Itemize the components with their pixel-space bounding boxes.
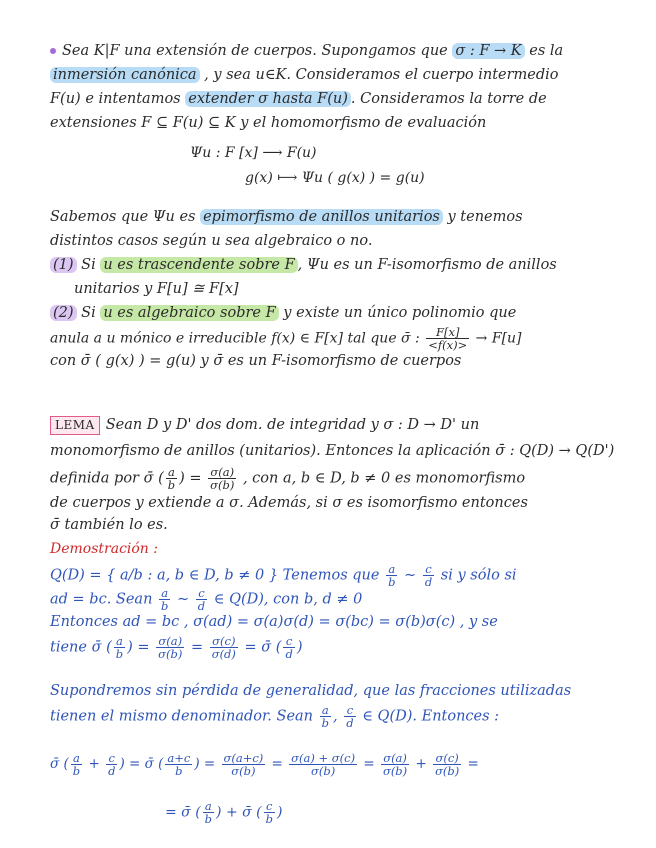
fraction-a-b [320, 704, 331, 729]
fraction-a-b [386, 563, 397, 588]
fraction-denominator: b [161, 599, 169, 613]
fraction-numerator: σ(a) [381, 752, 409, 765]
text: tienen el mismo denominador. Sean [50, 708, 318, 725]
quotient-ring-fraction [426, 326, 469, 351]
demo-sum-line-1 [50, 752, 479, 777]
lema-line-5: σ̄ también lo es. [50, 517, 168, 533]
fraction-sigma-a-b [208, 466, 236, 491]
text: . Consideramos la torre de [350, 91, 547, 107]
text: = [199, 756, 220, 772]
fraction-denominator: b [72, 764, 81, 778]
fraction-a-b [166, 466, 177, 491]
fraction-denominator: d [346, 716, 354, 730]
fraction-numerator: c [106, 752, 117, 765]
fraction-denominator: σ(b) [311, 764, 336, 778]
fraction-numerator: σ(c) [210, 635, 238, 648]
lema-line-1 [50, 414, 479, 436]
fraction-numerator: a [114, 635, 125, 648]
text: ) = [127, 639, 155, 656]
fraction-numerator: c [196, 587, 207, 600]
case-2-line-2 [50, 326, 522, 351]
fraction-c-b [264, 800, 275, 825]
demo-title: Demostración : [50, 541, 158, 557]
demo-line-1 [50, 563, 517, 588]
text: anula a u mónico e irreducible f(x) ∈ F[x] tal que σ̄ : [50, 330, 425, 347]
demo-line-3: Entonces ad = bc , σ(ad) = σ(a)σ(d) = σ(bc) = σ(b)σ(c) , y se [50, 614, 498, 630]
text: ) = [179, 470, 207, 487]
text: , [333, 708, 343, 725]
fraction-denominator: b [204, 812, 213, 826]
fraction-numerator: a+c [167, 751, 191, 765]
text: ) = σ̄ ( [119, 756, 164, 772]
text: ∈ Q(D). Entonces : [357, 708, 500, 725]
text: ) [296, 639, 303, 656]
text: tiene σ̄ ( [50, 639, 112, 656]
fraction-denominator: d [285, 647, 293, 661]
fraction-numerator: σ(c) [433, 752, 461, 765]
fraction-denominator: σ(b) [435, 764, 460, 778]
fraction-c-d [344, 704, 355, 729]
fraction-numerator: σ(a) [208, 466, 236, 479]
cases-line-2: distintos casos según u sea algebraico o no. [50, 233, 373, 249]
fraction-sigma-a-plus-sigma-c-b [289, 752, 357, 777]
fraction-denominator: b [388, 575, 396, 589]
text: es la [524, 43, 564, 59]
fraction-a-plus-c-b [165, 752, 192, 777]
fraction-numerator: a [71, 752, 82, 765]
text: ) [194, 756, 200, 772]
fraction-sigma-a-b [381, 752, 409, 777]
text: Sabemos que Ψu es [50, 209, 201, 225]
intro-line-4: extensiones F ⊆ F(u) ⊆ K y el homomorfismo de evaluación [50, 115, 487, 131]
text: = σ̄ ( [165, 804, 201, 821]
lema-line-2: monomorfismo de anillos (unitarios). Entonces la aplicación σ̄ : Q(D) → Q(D') [50, 443, 615, 459]
fraction-c-d [106, 752, 117, 777]
lema-label: LEMA [50, 416, 100, 435]
demo-para2-line-1: Supondremos sin pérdida de generalidad, que las fracciones utilizadas [50, 683, 572, 699]
text: Si [76, 257, 101, 273]
cases-line-1 [50, 206, 523, 228]
text: ∼ [399, 567, 421, 584]
fraction-denominator: b [265, 812, 273, 826]
text: ) + σ̄ ( [216, 804, 262, 821]
text: si y sólo si [436, 567, 517, 584]
fraction-c-d [283, 635, 294, 660]
case-2-line [50, 302, 516, 324]
text: y tenemos [442, 209, 523, 225]
fraction-a-b [159, 587, 170, 612]
intro-line-2 [50, 64, 559, 86]
fraction-numerator: a [320, 704, 331, 717]
text: = σ̄ ( [239, 639, 282, 656]
text: + [411, 756, 432, 772]
text: Sea K|F una extensión de cuerpos. Supongamos que [62, 43, 453, 59]
fraction-a-b [203, 800, 214, 825]
text: , Ψu es un F-isomorfismo de anillos [297, 257, 557, 273]
text: , y sea u∈K. Consideramos el cuerpo intermedio [199, 67, 559, 83]
fraction-denominator: σ(d) [211, 647, 236, 661]
fraction-sigma-a-plus-c-b [222, 752, 266, 777]
fraction-denominator: b [167, 478, 176, 492]
text: ∼ [172, 591, 194, 608]
fraction-numerator: a [166, 466, 177, 479]
highlight-canonical: inmersión canónica [50, 67, 200, 83]
fraction-sigma-c-d [210, 635, 238, 660]
case-number: (2) [50, 305, 77, 321]
fraction-numerator: c [264, 800, 275, 813]
text: = [267, 756, 288, 772]
fraction-numerator: c [423, 563, 434, 576]
fraction-numerator: c [283, 635, 294, 648]
bullet-dot-icon [50, 48, 56, 54]
fraction-numerator: a [159, 587, 170, 600]
fraction-denominator: σ(b) [382, 764, 408, 778]
demo-line-4 [50, 635, 303, 660]
fraction-numerator: F[x] [426, 326, 469, 339]
text: σ̄ ( [50, 756, 69, 772]
fraction-denominator: b [175, 764, 183, 778]
case-1-line [50, 254, 557, 276]
text: ∈ Q(D), con b, d ≠ 0 [209, 591, 363, 608]
fraction-denominator: σ(b) [210, 478, 235, 492]
fraction-a-b [71, 752, 82, 777]
lema-line-3 [50, 466, 525, 491]
intro-line-3 [50, 88, 547, 110]
text: , con a, b ∈ D, b ≠ 0 es monomorfismo [238, 470, 526, 487]
highlight-extend: extender σ hasta F(u) [185, 91, 351, 107]
fraction-numerator: a [386, 563, 397, 576]
fraction-numerator: c [344, 704, 355, 717]
eval-map-line-2: g(x) ⟼ Ψu ( g(x) ) = g(u) [245, 170, 425, 186]
case-1-line-2: unitarios y F[u] ≅ F[x] [74, 281, 239, 297]
text: definida por σ̄ ( [50, 470, 164, 487]
highlight-algebraic: u es algebraico sobre F [100, 305, 278, 321]
fraction-c-d [196, 587, 207, 612]
lema-line-4: de cuerpos y extiende a σ. Además, si σ es isomorfismo entonces [50, 495, 528, 511]
fraction-denominator: <f(x)> [428, 338, 468, 352]
highlight-inclusion: σ : F → K [452, 43, 524, 59]
text: = [359, 756, 379, 772]
intro-line-1 [50, 40, 563, 62]
fraction-sigma-c-b [433, 752, 461, 777]
fraction-denominator: d [197, 599, 206, 613]
text: + [84, 756, 105, 772]
highlight-epimorphism: epimorfismo de anillos unitarios [200, 209, 443, 225]
case-2-line-3: con σ̄ ( g(x) ) = g(u) y σ̄ es un F-isomorfismo de cuerpos [50, 353, 462, 369]
demo-sum-line-2 [165, 800, 282, 825]
text: Sean D y D' dos dom. de integridad y σ : D → D' un [105, 417, 480, 433]
text: → F[u] [471, 330, 522, 347]
fraction-denominator: b [115, 647, 124, 661]
fraction-denominator: σ(b) [158, 647, 183, 661]
text: = [186, 639, 208, 656]
case-number: (1) [50, 257, 77, 273]
fraction-c-d [423, 563, 434, 588]
fraction-denominator: d [424, 575, 433, 589]
text: ad = bc. Sean [50, 591, 158, 608]
fraction-denominator: σ(b) [231, 764, 256, 778]
fraction-numerator: σ(a) + σ(c) [291, 751, 356, 765]
text: Q(D) = { a/b : a, b ∈ D, b ≠ 0 } Tenemos que [50, 567, 385, 584]
text: F(u) e intentamos [50, 91, 186, 107]
fraction-numerator: σ(a+c) [223, 751, 264, 765]
demo-para2-line-2 [50, 704, 499, 729]
fraction-denominator: d [108, 764, 116, 778]
fraction-sigma-a-b [156, 635, 184, 660]
fraction-numerator: σ(a) [156, 635, 184, 648]
fraction-denominator: b [321, 716, 330, 730]
text: ) [276, 804, 283, 821]
text: = [463, 756, 479, 772]
highlight-transcendent: u es trascendente sobre F [100, 257, 297, 273]
fraction-numerator: a [203, 800, 214, 813]
text: y existe un único polinomio que [278, 305, 517, 321]
demo-line-2 [50, 587, 362, 612]
eval-map-line-1: Ψu : F [x] ⟶ F(u) [190, 145, 317, 161]
fraction-a-b [114, 635, 125, 660]
text: Si [76, 305, 101, 321]
